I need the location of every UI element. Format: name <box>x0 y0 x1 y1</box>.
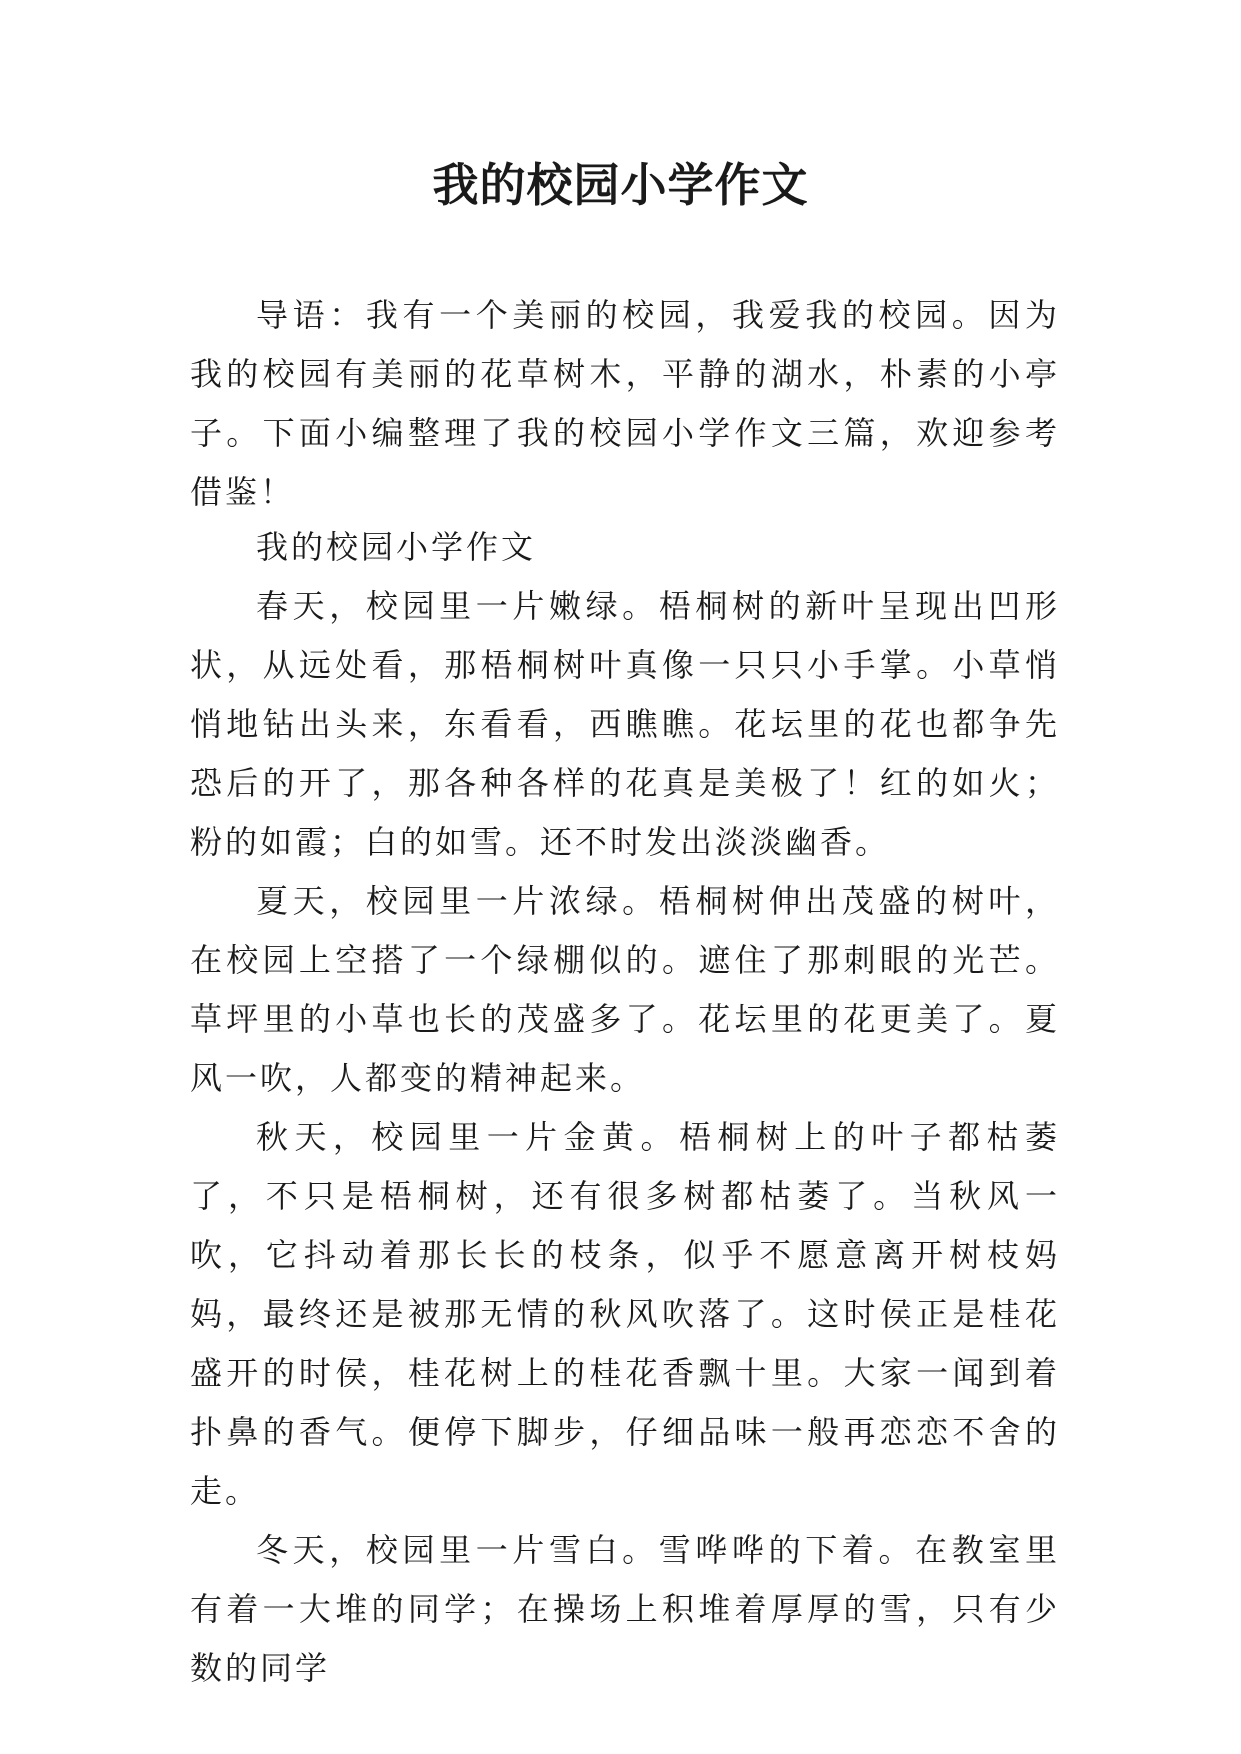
paragraph-spring: 春天，校园里一片嫩绿。梧桐树的新叶呈现出凹形状，从远处看，那梧桐树叶真像一只只小手掌。小草悄悄地钻出头来，东看看，西瞧瞧。花坛里的花也都争先恐后的开了，那各种各样的花真是美极了！红的如火；粉的如霞；白的如雪。还不时发出淡淡幽香。 <box>190 587 1060 861</box>
intro-paragraph: 导语：我有一个美丽的校园，我爱我的校园。因为我的校园有美丽的花草树木，平静的湖水，朴素的小亭子。下面小编整理了我的校园小学作文三篇，欢迎参考借鉴！ <box>190 296 1060 511</box>
paragraph-winter: 冬天，校园里一片雪白。雪哗哗的下着。在教室里有着一大堆的同学；在操场上积堆着厚厚的雪，只有少数的同学 <box>190 1531 1060 1687</box>
intro-section <box>190 286 1060 522</box>
paragraph-summer: 夏天，校园里一片浓绿。梧桐树伸出茂盛的树叶，在校园上空搭了一个绿棚似的。遮住了那刺眼的光芒。草坪里的小草也长的茂盛多了。花坛里的花更美了。夏风一吹，人都变的精神起来。 <box>190 882 1060 1097</box>
essay-heading: 我的校园小学作文 <box>256 528 537 566</box>
essay-section <box>190 518 1060 1698</box>
paragraph-autumn: 秋天，校园里一片金黄。梧桐树上的叶子都枯萎了，不只是梧桐树，还有很多树都枯萎了。当秋风一吹，它抖动着那长长的枝条，似乎不愿意离开树枝妈妈，最终还是被那无情的秋风吹落了。这时侯正是桂花盛开的时侯，桂花树上的桂花香飘十里。大家一闻到着扑鼻的香气。便停下脚步，仔细品味一般再恋恋不舍的走。 <box>190 1118 1060 1510</box>
document-title: 我的校园小学作文 <box>432 158 809 212</box>
